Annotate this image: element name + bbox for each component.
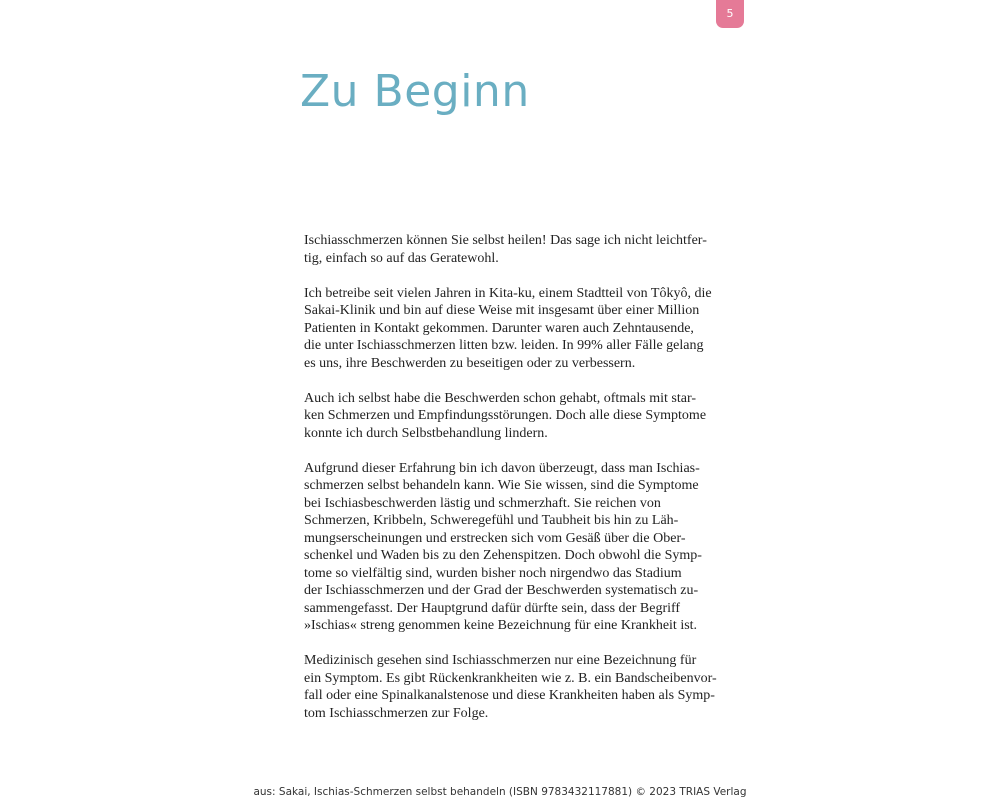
body-text	[304, 232, 724, 740]
text-line: Patienten in Kontakt gekommen. Darunter waren auch Zehntausende,	[304, 320, 694, 336]
text-line: Ischiasschmerzen können Sie selbst heilen! Das sage ich nicht leichtfer-	[304, 233, 707, 248]
text-line: Ich betreibe seit vielen Jahren in Kita-ku, einem Stadtteil von Tôkyô, die	[304, 285, 712, 301]
text-line: tig, einfach so auf das Geratewohl.	[304, 250, 499, 266]
text-line: schenkel und Waden bis zu den Zehenspitzen. Doch obwohl die Symp-	[304, 548, 702, 563]
text-line: sammengefasst. Der Hauptgrund dafür dürfte sein, dass der Begriff	[304, 600, 681, 616]
chapter-title: Zu Beginn	[300, 66, 530, 117]
paragraph-2	[304, 285, 724, 373]
text-line: mungserscheinungen und erstrecken sich vom Gesäß über die Ober-	[304, 530, 686, 546]
paragraph-3	[304, 390, 724, 443]
paragraph-5	[304, 652, 724, 722]
text-line: ein Symptom. Es gibt Rückenkrankheiten wie z. B. ein Bandscheibenvor-	[304, 670, 717, 686]
text-line: schmerzen selbst behandeln kann. Wie Sie wissen, sind die Symptome	[304, 478, 699, 493]
text-line: Aufgrund dieser Erfahrung bin ich davon überzeugt, dass man Ischias-	[304, 460, 700, 476]
text-line: tome so vielfältig sind, wurden bisher noch nirgendwo das Stadium	[304, 565, 682, 581]
paragraph-1	[304, 232, 724, 267]
text-line: fall oder eine Spinalkanalstenose und diese Krankheiten haben als Symp-	[304, 688, 715, 703]
text-line: Schmerzen, Kribbeln, Schweregefühl und Taubheit bis hin zu Läh-	[304, 513, 679, 528]
page-number-badge: 5	[716, 0, 744, 28]
text-line: der Ischiasschmerzen und der Grad der Beschwerden systematisch zu-	[304, 583, 699, 598]
text-line: die unter Ischiasschmerzen litten bzw. leiden. In 99% aller Fälle gelang	[304, 338, 704, 353]
text-line: Medizinisch gesehen sind Ischiasschmerzen nur eine Bezeichnung für	[304, 653, 697, 668]
text-line: es uns, ihre Beschwerden zu beseitigen oder zu verbessern.	[304, 355, 636, 371]
paragraph-4	[304, 460, 724, 635]
source-citation: aus: Sakai, Ischias-Schmerzen selbst behandeln (ISBN 9783432117881) © 2023 TRIAS Verlag	[253, 786, 747, 798]
text-line: Auch ich selbst habe die Beschwerden schon gehabt, oftmals mit star-	[304, 390, 696, 406]
text-line: »Ischias« streng genommen keine Bezeichnung für eine Krankheit ist.	[304, 618, 698, 633]
text-line: konnte ich durch Selbstbehandlung lindern.	[304, 425, 548, 441]
text-line: Sakai-Klinik und bin auf diese Weise mit insgesamt über einer Million	[304, 303, 700, 318]
text-line: bei Ischiasbeschwerden lästig und schmerzhaft. Sie reichen von	[304, 495, 661, 511]
text-line: ken Schmerzen und Empfindungsstörungen. Doch alle diese Symptome	[304, 408, 707, 423]
text-line: tom Ischiasschmerzen zur Folge.	[304, 705, 489, 721]
